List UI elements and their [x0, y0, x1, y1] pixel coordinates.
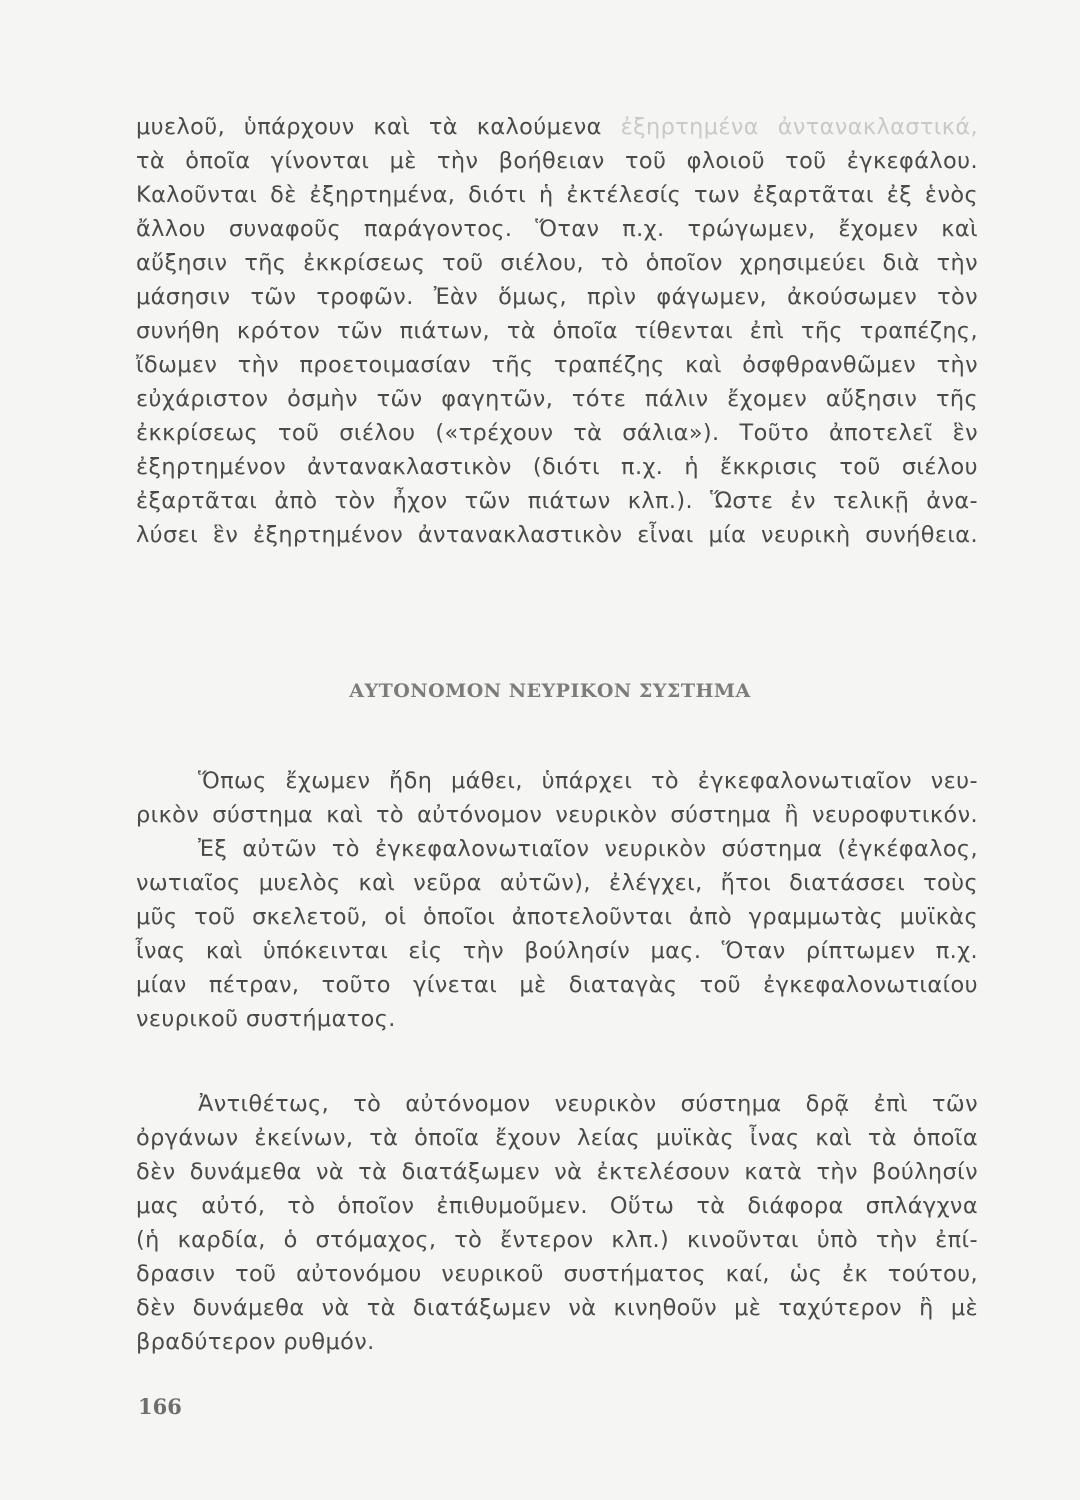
text-line: ἐξηρτημένον ἀντανακλαστικὸν (διότι π.χ. ἡ ἔκκρισις τοῦ σιέλου [136, 454, 978, 480]
text-line: δὲν δυνάμεθα νὰ τὰ διατάξωμεν νὰ ἐκτελέσουν κατὰ τὴν βούλησίν [136, 1159, 978, 1185]
text-line: δὲν δυνάμεθα νὰ τὰ διατάξωμεν νὰ κινηθοῦν μὲ ταχύτερον ἢ μὲ [136, 1295, 978, 1321]
text-line: Ἀντιθέτως, τὸ αὐτόνομον νευρικὸν σύστημα δρᾷ ἐπὶ τῶν [198, 1091, 978, 1117]
text-line: ρικὸν σύστημα καὶ τὸ αὐτόνομον νευρικὸν σύστημα ἢ νευροφυτικόν. [136, 802, 978, 828]
text-line: ἐκκρίσεως τοῦ σιέλου («τρέχουν τὰ σάλια»). Τοῦτο ἀποτελεῖ ἓν [136, 420, 978, 446]
text-line: μῦς τοῦ σκελετοῦ, οἱ ὁποῖοι ἀποτελοῦνται ἀπὸ γραμμωτὰς μυϊκὰς [136, 904, 978, 930]
text-line: ἄλλου συναφοῦς παράγοντος. Ὅταν π.χ. τρώγωμεν, ἔχομεν καὶ [136, 216, 978, 242]
text-span: μυελοῦ, ὑπάρχουν καὶ τὰ καλούμενα [136, 114, 621, 140]
text-line: Ὅπως ἔχωμεν ἤδη μάθει, ὑπάρχει τὸ ἐγκεφαλονωτιαῖον νευ- [198, 768, 978, 794]
text-line: μας αὐτό, τὸ ὁποῖον ἐπιθυμοῦμεν. Οὕτω τὰ διάφορα σπλάγχνα [136, 1193, 978, 1219]
text-line: ὀργάνων ἐκείνων, τὰ ὁποῖα ἔχουν λείας μυϊκὰς ἶνας καὶ τὰ ὁποῖα [136, 1125, 978, 1151]
text-line: λύσει ἓν ἐξηρτημένον ἀντανακλαστικὸν εἶναι μία νευρικὴ συνήθεια. [136, 522, 978, 548]
section-heading: ΑΥΤΟΝΟΜΟΝ ΝΕΥΡΙΚΟΝ ΣΥΣΤΗΜΑ [349, 680, 751, 702]
text-line: δρασιν τοῦ αὐτονόμου νευρικοῦ συστήματος καί, ὡς ἐκ τούτου, [136, 1261, 978, 1287]
page-number: 166 [138, 1394, 182, 1419]
text-line: Ἐξ αὐτῶν τὸ ἐγκεφαλονωτιαῖον νευρικὸν σύστημα (ἐγκέφαλος, [198, 836, 978, 862]
text-line: ἶνας καὶ ὑπόκεινται εἰς τὴν βούλησίν μας. Ὅταν ρίπτωμεν π.χ. [136, 938, 978, 964]
text-line: μίαν πέτραν, τοῦτο γίνεται μὲ διαταγὰς τοῦ ἐγκεφαλονωτιαίου [136, 972, 978, 998]
text-line: νευρικοῦ συστήματος. [136, 1006, 396, 1032]
text-line: τὰ ὁποῖα γίνονται μὲ τὴν βοήθειαν τοῦ φλοιοῦ τοῦ ἐγκεφάλου. [136, 148, 978, 174]
text-line [136, 110, 978, 144]
text-line: αὔξησιν τῆς ἐκκρίσεως τοῦ σιέλου, τὸ ὁποῖον χρησιμεύει διὰ τὴν [136, 250, 978, 276]
text-line: ἐξαρτᾶται ἀπὸ τὸν ἦχον τῶν πιάτων κλπ.). Ὥστε ἐν τελικῇ ἀνα- [136, 488, 978, 514]
text-line: νωτιαῖος μυελὸς καὶ νεῦρα αὐτῶν), ἐλέγχει, ἤτοι διατάσσει τοὺς [136, 870, 978, 896]
faded-text-span: ἐξηρτημένα ἀντανακλαστικά, [620, 114, 978, 140]
text-line: εὐχάριστον ὀσμὴν τῶν φαγητῶν, τότε πάλιν ἔχομεν αὔξησιν τῆς [136, 386, 978, 412]
text-line: βραδύτερον ρυθμόν. [136, 1329, 375, 1355]
text-line: (ἡ καρδία, ὁ στόμαχος, τὸ ἔντερον κλπ.) κινοῦνται ὑπὸ τὴν ἐπί- [136, 1227, 978, 1253]
text-line: συνήθη κρότον τῶν πιάτων, τὰ ὁποῖα τίθενται ἐπὶ τῆς τραπέζης, [136, 318, 978, 344]
text-line: μάσησιν τῶν τροφῶν. Ἐὰν ὅμως, πρὶν φάγωμεν, ἀκούσωμεν τὸν [136, 284, 978, 310]
text-line: Καλοῦνται δὲ ἐξηρτημένα, διότι ἡ ἐκτέλεσίς των ἐξαρτᾶται ἐξ ἑνὸς [136, 182, 978, 208]
text-line: ἴδωμεν τὴν προετοιμασίαν τῆς τραπέζης καὶ ὀσφθρανθῶμεν τὴν [136, 352, 978, 378]
